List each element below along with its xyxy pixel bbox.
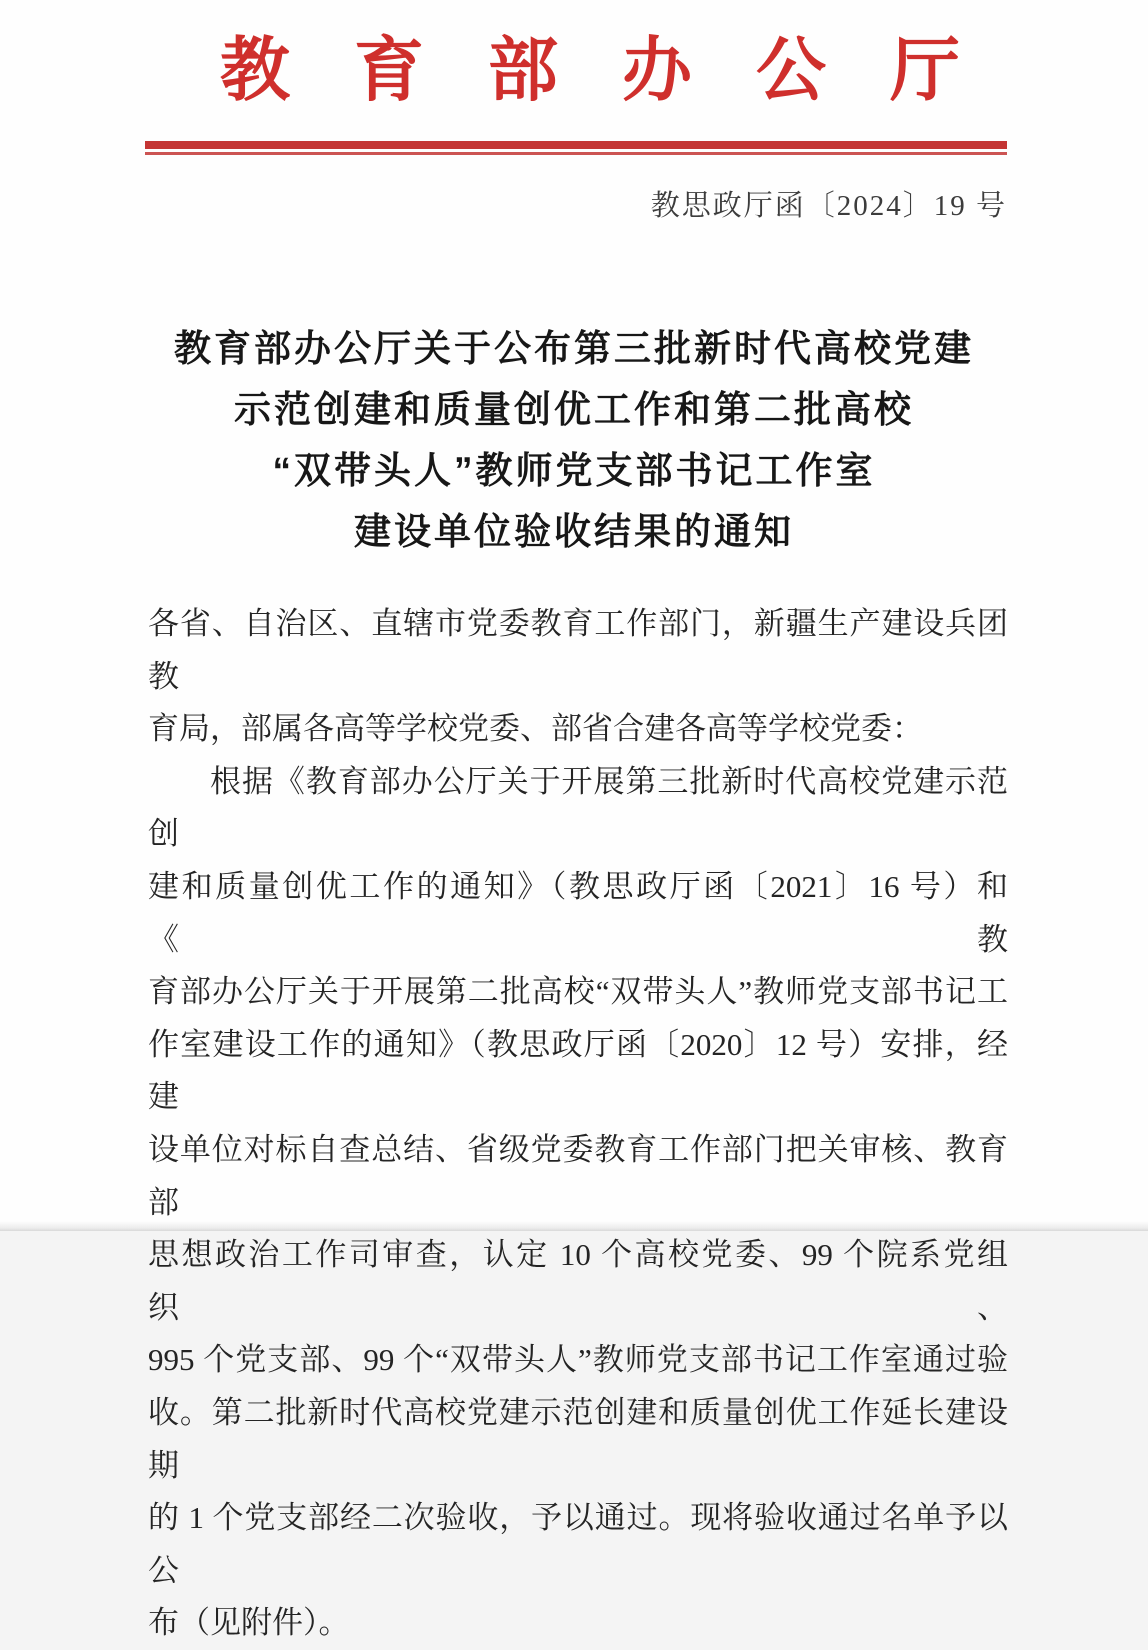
paragraph-line-2: 建和质量创优工作的通知》（教思政厅函〔2021〕16 号）和《教 (148, 868, 1008, 957)
salutation-line-2: 育局，部属各高等学校党委、部省合建各高等学校党委： (148, 711, 923, 747)
paragraph-line-6: 思想政治工作司审查，认定 10 个高校党委、99 个院系党组织、 (148, 1237, 1008, 1325)
paragraph-line-9: 的 1 个党支部经二次验收，予以通过。现将验收通过名单予以公 (148, 1500, 1008, 1588)
document-title-line-3: “双带头人”教师党支部书记工作室 (272, 450, 876, 491)
page-bottom-edge (0, 1221, 1148, 1231)
paragraph-line-1: 根据《教育部办公厅关于开展第三批新时代高校党建示范创 (148, 763, 1008, 852)
document-body (148, 598, 1008, 1650)
paragraph-line-10: 布（见附件）。 (148, 1605, 350, 1641)
divider-thick-line (145, 141, 1007, 149)
paragraph-line-4: 作室建设工作的通知》（教思政厅函〔2020〕12 号）安排，经建 (148, 1026, 1008, 1115)
paragraph-line-8: 收。第二批新时代高校党建示范创建和质量创优工作延长建设期 (148, 1394, 1008, 1483)
salutation-line-1: 各省、自治区、直辖市党委教育工作部门，新疆生产建设兵团教 (148, 606, 1008, 694)
document-title (0, 318, 1148, 562)
paragraph-line-3: 育部办公厅关于开展第二批高校“双带头人”教师党支部书记工 (148, 974, 1008, 1010)
divider-thin-line (145, 152, 1007, 155)
paragraph-line-5: 设单位对标自查总结、省级党委教育工作部门把关审核、教育部 (148, 1131, 1008, 1220)
letterhead-divider (145, 141, 1007, 155)
document-title-line-2: 示范创建和质量创优工作和第二批高校 (234, 389, 914, 430)
document-reference-number: 教思政厅函〔2024〕19 号 (650, 190, 1007, 222)
issuing-org-letterhead: 教育部办公厅 (220, 33, 1024, 110)
document-title-line-4: 建设单位验收结果的通知 (354, 511, 794, 552)
paragraph-line-7: 995 个党支部、99 个“双带头人”教师党支部书记工作室通过验 (148, 1342, 1008, 1378)
document-title-line-1: 教育部办公厅关于公布第三批新时代高校党建 (174, 328, 974, 369)
